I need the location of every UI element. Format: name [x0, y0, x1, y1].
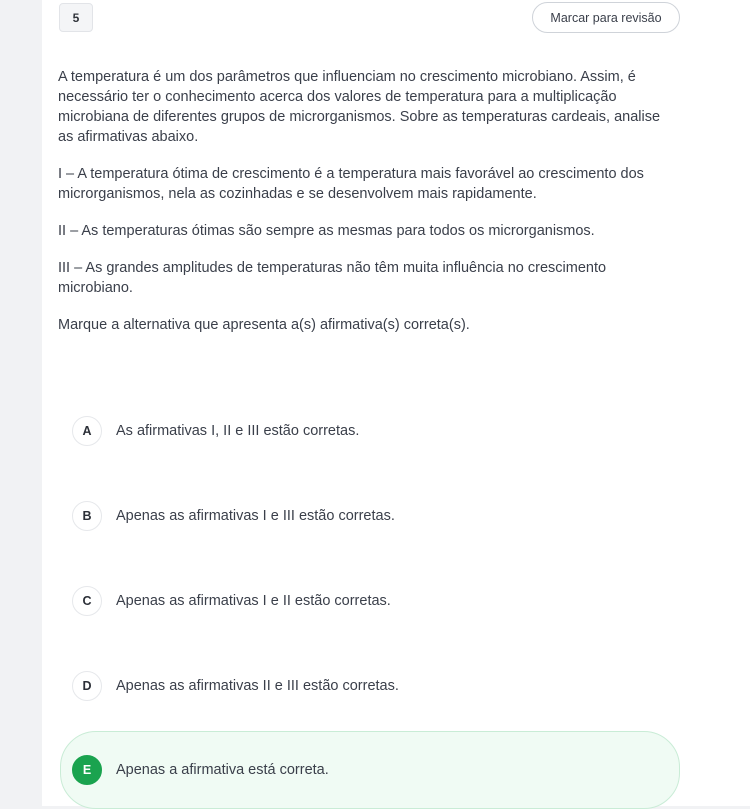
option-e[interactable]	[60, 731, 680, 809]
option-text: Apenas as afirmativas II e III estão corretas.	[116, 678, 399, 694]
option-a[interactable]	[60, 395, 680, 467]
mark-for-review-button[interactable]: Marcar para revisão	[532, 2, 680, 33]
option-letter-badge: B	[72, 501, 102, 531]
statement-intro: A temperatura é um dos parâmetros que influenciam no crescimento microbiano. Assim, é necessário ter o conhecimento acerca dos valores de temperatura para a multiplicação microbiana de diferentes grupos de microrganismos. Sobre as temperaturas cardeais, analise as afirmativas abaixo.	[58, 69, 661, 145]
option-letter-badge: A	[72, 416, 102, 446]
option-b[interactable]	[60, 480, 680, 552]
option-text: As afirmativas I, II e III estão corretas.	[116, 423, 360, 439]
option-letter-badge: E	[72, 755, 102, 785]
question-statement	[58, 67, 678, 352]
statement-item-ii: II – As temperaturas ótimas são sempre as mesmas para todos os microrganismos.	[58, 223, 595, 239]
statement-item-iii: III – As grandes amplitudes de temperaturas não têm muita influência no crescimento microbiano.	[58, 260, 607, 296]
question-number-badge: 5	[59, 3, 93, 32]
option-letter-badge: D	[72, 671, 102, 701]
question-card	[42, 0, 750, 806]
option-text: Apenas as afirmativas I e III estão corretas.	[116, 508, 395, 524]
statement-item-i: I – A temperatura ótima de crescimento é a temperatura mais favorável ao crescimento dos microrganismos, nela as cozinhadas e se desenvolvem mais rapidamente.	[58, 166, 644, 202]
option-letter-badge: C	[72, 586, 102, 616]
option-d[interactable]	[60, 650, 680, 722]
statement-instruction: Marque a alternativa que apresenta a(s) afirmativa(s) correta(s).	[58, 317, 470, 333]
option-c[interactable]	[60, 565, 680, 637]
option-text: Apenas as afirmativas I e II estão corretas.	[116, 593, 391, 609]
option-text: Apenas a afirmativa está correta.	[116, 762, 329, 778]
